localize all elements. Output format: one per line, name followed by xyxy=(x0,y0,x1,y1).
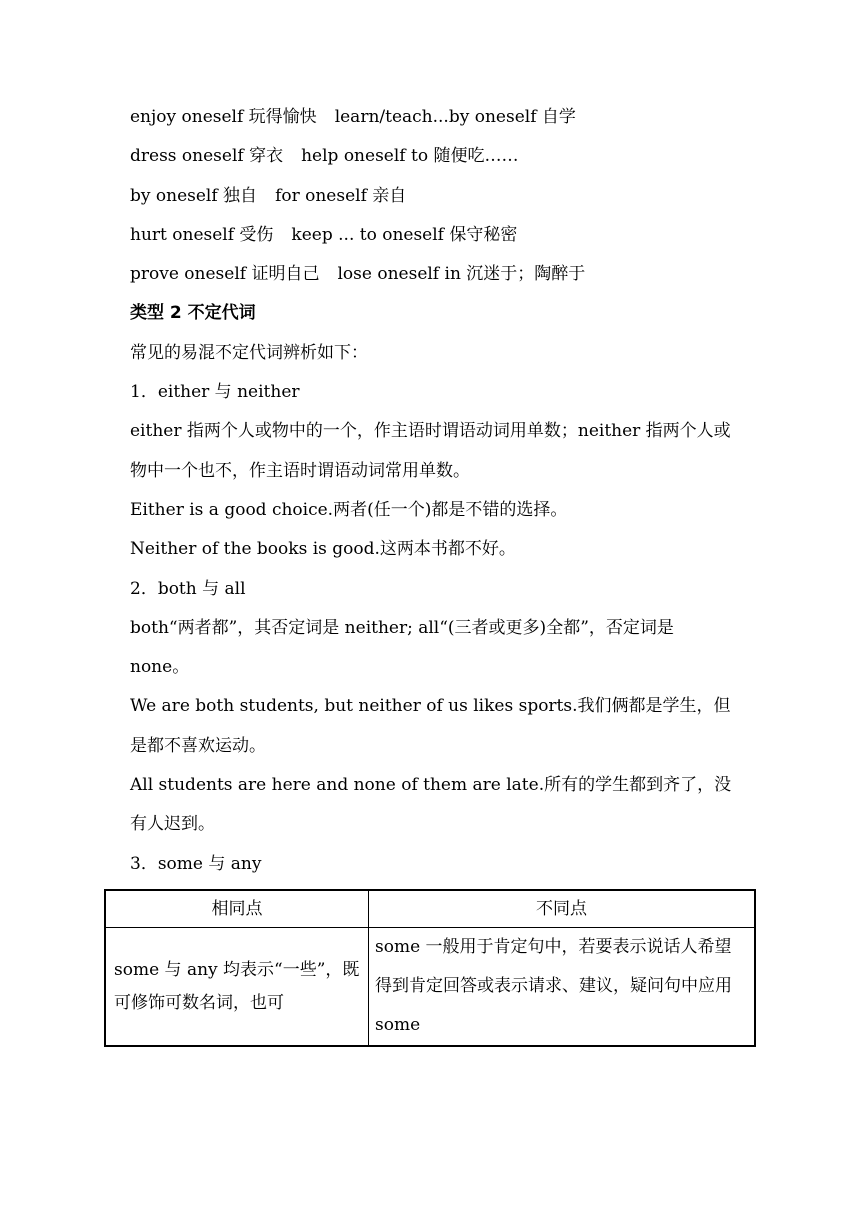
phrase-line xyxy=(130,216,735,255)
phrase: lose oneself in 沉迷于；陶醉于 xyxy=(337,264,586,285)
section-2-example-1: We are both students, but neither of us likes sports.我们俩都是学生，但是都不喜欢运动。 xyxy=(130,696,731,756)
section-1-example-2: Neither of the books is good.这两本书都不好。 xyxy=(130,539,516,560)
phrase: learn/teach...by oneself 自学 xyxy=(334,107,576,127)
section-2-title: 2．both 与 all xyxy=(130,578,246,599)
phrase: for oneself 亲自 xyxy=(275,185,407,206)
table-cell-different: some 一般用于肯定句中，若要表示说话人希望得到肯定回答或表示请求、建议，疑问句中应用 some xyxy=(369,928,756,1047)
table-header-row xyxy=(105,890,755,928)
table-row xyxy=(105,928,755,1047)
table-header-different: 不同点 xyxy=(369,890,756,928)
intro-text: 常见的易混不定代词辨析如下： xyxy=(130,342,368,363)
section-2-description: both“两者都”，其否定词是 neither; all“(三者或更多)全都”，否定词是 none。 xyxy=(130,617,674,678)
phrase: keep ... to oneself 保守秘密 xyxy=(291,224,518,245)
phrase: by oneself 独自 xyxy=(130,185,258,206)
phrase: prove oneself 证明自己 xyxy=(130,264,320,285)
section-1-example-1: Either is a good choice.两者(任一个)都是不错的选择。 xyxy=(130,499,568,520)
phrase-line xyxy=(130,98,735,137)
table-header-same: 相同点 xyxy=(105,890,369,928)
phrase: dress oneself 穿衣 xyxy=(130,146,284,167)
section-1-description: either 指两个人或物中的一个，作主语时谓语动词用单数；neither 指两个人或物中一个也不，作主语时谓语动词常用单数。 xyxy=(130,421,731,481)
document-body xyxy=(130,98,735,884)
section-3-title: 3．some 与 any xyxy=(130,853,262,874)
phrase-line xyxy=(130,255,735,294)
table-cell-same: some 与 any 均表示“一些”，既可修饰可数名词，也可 xyxy=(105,928,369,1047)
comparison-table xyxy=(104,889,756,1047)
section-heading: 类型 2 不定代词 xyxy=(130,303,256,324)
phrase-line xyxy=(130,137,735,176)
phrase: hurt oneself 受伤 xyxy=(130,224,274,245)
phrase: enjoy oneself 玩得愉快 xyxy=(130,107,317,127)
section-2-example-2: All students are here and none of them are late.所有的学生都到齐了，没有人迟到。 xyxy=(130,775,732,835)
phrase-line xyxy=(130,177,735,216)
phrase: help oneself to 随便吃…… xyxy=(301,146,519,167)
section-1-title: 1．either 与 neither xyxy=(130,382,300,403)
